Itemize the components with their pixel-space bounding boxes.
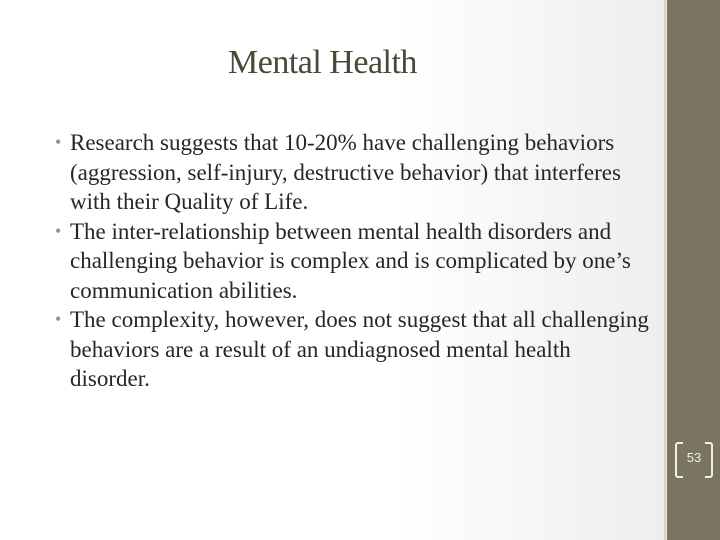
bullet-icon: • [55,132,62,152]
bullet-icon: • [55,309,62,329]
right-bracket-icon [705,442,713,478]
bullet-text: The inter-relationship between mental health disorders and challenging behavior is complex and is complicated by one’s communication abilities. [70,218,631,303]
bullet-item [55,217,655,306]
sidebar-divider [664,0,666,540]
bullet-text: The complexity, however, does not suggest that all challenging behaviors are a result of an undiagnosed mental health disorder. [70,307,649,391]
slide-title: Mental Health [228,44,417,81]
bullet-item [55,128,655,217]
bullet-list [55,128,655,394]
bullet-icon: • [55,220,62,241]
page-number: 53 [686,450,702,465]
bullet-text: Research suggests that 10-20% have challenging behaviors (aggression, self-injury, destructive behavior) that interferes with their Quality of Life. [70,130,621,214]
bullet-item [55,305,655,394]
page-number-badge [675,442,713,476]
